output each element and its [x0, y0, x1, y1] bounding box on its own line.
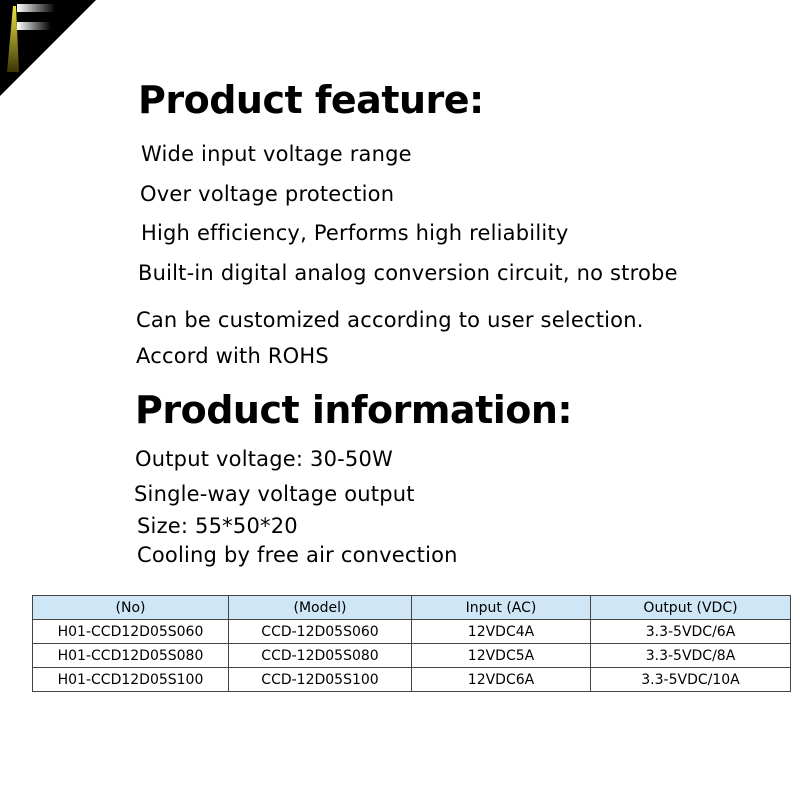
column-header-output: Output (VDC) — [591, 596, 791, 620]
cell-no: H01-CCD12D05S100 — [33, 668, 229, 692]
column-header-input: Input (AC) — [412, 596, 591, 620]
table-row — [33, 644, 791, 668]
column-header-model: (Model) — [229, 596, 412, 620]
brand-f-logo-icon — [0, 0, 96, 96]
cell-output: 3.3-5VDC/6A — [591, 620, 791, 644]
cell-output: 3.3-5VDC/10A — [591, 668, 791, 692]
information-item: Size: 55*50*20 — [137, 514, 298, 538]
feature-item: Wide input voltage range — [141, 142, 412, 166]
spec-table — [32, 595, 791, 692]
table-row — [33, 668, 791, 692]
table-row — [33, 620, 791, 644]
feature-item: Can be customized according to user selection. — [136, 308, 644, 332]
information-item: Cooling by free air convection — [137, 543, 458, 567]
information-title: Product information: — [135, 388, 573, 432]
feature-item: Over voltage protection — [140, 182, 395, 206]
table-header-row — [33, 596, 791, 620]
feature-item: High efficiency, Performs high reliability — [141, 221, 569, 245]
feature-item: Built-in digital analog conversion circuit, no strobe — [138, 261, 678, 285]
cell-model: CCD-12D05S060 — [229, 620, 412, 644]
cell-input: 12VDC6A — [412, 668, 591, 692]
cell-input: 12VDC5A — [412, 644, 591, 668]
cell-no: H01-CCD12D05S060 — [33, 620, 229, 644]
cell-no: H01-CCD12D05S080 — [33, 644, 229, 668]
feature-title: Product feature: — [138, 78, 484, 122]
cell-output: 3.3-5VDC/8A — [591, 644, 791, 668]
information-item: Output voltage: 30-50W — [135, 447, 394, 471]
cell-model: CCD-12D05S100 — [229, 668, 412, 692]
column-header-no: (No) — [33, 596, 229, 620]
information-item: Single-way voltage output — [134, 482, 415, 506]
cell-input: 12VDC4A — [412, 620, 591, 644]
feature-item: Accord with ROHS — [136, 344, 329, 368]
cell-model: CCD-12D05S080 — [229, 644, 412, 668]
